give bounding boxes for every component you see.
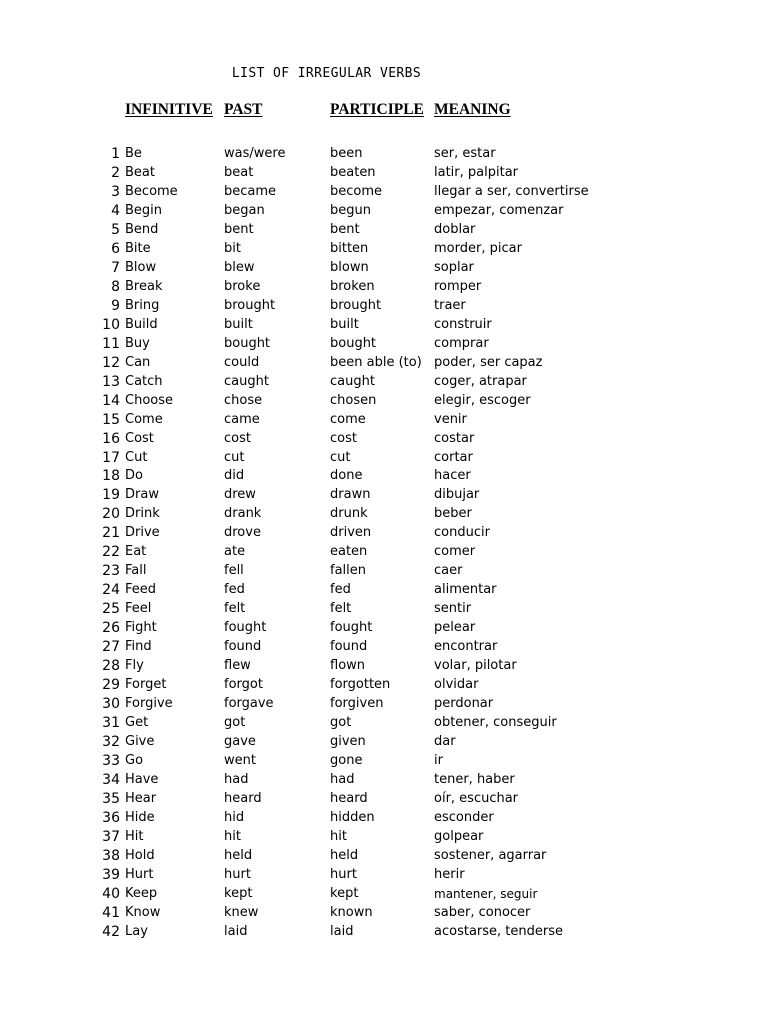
row-number: 37	[102, 828, 120, 845]
verb-row	[0, 449, 768, 468]
infinitive-cell: Can	[125, 354, 151, 370]
row-number: 4	[111, 202, 120, 219]
row-number: 36	[102, 809, 120, 826]
participle-cell: fallen	[330, 563, 367, 579]
past-cell: became	[224, 183, 277, 199]
row-number: 38	[102, 847, 120, 864]
verb-row	[0, 562, 768, 581]
infinitive-cell: Catch	[125, 373, 163, 389]
verb-row	[0, 335, 768, 354]
infinitive-cell: Eat	[125, 544, 147, 560]
row-number: 25	[102, 601, 120, 618]
meaning-cell: sostener, agarrar	[434, 847, 547, 863]
meaning-cell: beber	[434, 506, 472, 522]
participle-cell: hidden	[330, 809, 375, 825]
meaning-cell: doblar	[434, 221, 476, 237]
meaning-cell: poder, ser capaz	[434, 354, 543, 370]
verb-row	[0, 828, 768, 847]
meaning-cell: perdonar	[434, 696, 494, 712]
meaning-cell: oír, escuchar	[434, 790, 519, 806]
participle-cell: given	[330, 734, 366, 750]
verb-row	[0, 657, 768, 676]
meaning-cell: olvidar	[434, 677, 479, 693]
past-cell: got	[224, 715, 246, 731]
row-number: 20	[102, 506, 120, 523]
row-number: 28	[102, 658, 120, 675]
header-participle: PARTICIPLE	[330, 101, 424, 118]
past-cell: heard	[224, 790, 262, 806]
verb-row	[0, 240, 768, 259]
infinitive-cell: Choose	[125, 392, 173, 408]
infinitive-cell: Know	[125, 904, 161, 920]
participle-cell: had	[330, 771, 355, 787]
meaning-cell: hacer	[434, 468, 471, 484]
row-number: 17	[102, 449, 120, 466]
meaning-cell: esconder	[434, 809, 494, 825]
past-cell: bit	[224, 240, 241, 256]
row-number: 5	[111, 221, 120, 238]
meaning-cell: latir, palpitar	[434, 164, 518, 180]
meaning-cell: elegir, escoger	[434, 392, 531, 408]
participle-cell: fought	[330, 620, 373, 636]
past-cell: drew	[224, 487, 256, 503]
past-cell: fed	[224, 582, 245, 598]
infinitive-cell: Forget	[125, 677, 167, 693]
past-cell: found	[224, 639, 262, 655]
infinitive-cell: Bend	[125, 221, 159, 237]
meaning-cell: llegar a ser, convertirse	[434, 183, 589, 199]
meaning-cell: morder, picar	[434, 240, 522, 256]
participle-cell: chosen	[330, 392, 377, 408]
infinitive-cell: Hold	[125, 847, 155, 863]
past-cell: fell	[224, 563, 244, 579]
infinitive-cell: Be	[125, 146, 142, 161]
participle-cell: laid	[330, 923, 354, 939]
participle-cell: held	[330, 847, 359, 863]
meaning-cell: caer	[434, 563, 463, 579]
infinitive-cell: Come	[125, 411, 163, 427]
row-number: 32	[102, 734, 120, 751]
past-cell: bent	[224, 221, 254, 237]
past-cell: held	[224, 847, 253, 863]
past-cell: cut	[224, 449, 245, 465]
participle-cell: found	[330, 639, 368, 655]
past-cell: could	[224, 354, 260, 370]
meaning-cell: obtener, conseguir	[434, 715, 557, 731]
infinitive-cell: Give	[125, 734, 155, 750]
verb-row	[0, 676, 768, 695]
verb-row	[0, 373, 768, 392]
meaning-cell: golpear	[434, 828, 484, 844]
meaning-cell: acostarse, tenderse	[434, 923, 563, 939]
row-number: 18	[102, 468, 120, 485]
verb-row	[0, 866, 768, 885]
verb-row	[0, 733, 768, 752]
past-cell: drank	[224, 506, 262, 522]
verb-row	[0, 790, 768, 809]
verb-row	[0, 752, 768, 771]
participle-cell: bent	[330, 221, 360, 237]
past-cell: hid	[224, 809, 245, 825]
row-number: 7	[111, 259, 120, 276]
past-cell: blew	[224, 259, 255, 275]
verb-row	[0, 600, 768, 619]
meaning-cell: sentir	[434, 601, 472, 617]
verb-row	[0, 847, 768, 866]
verb-row	[0, 316, 768, 335]
verb-row	[0, 221, 768, 240]
past-cell: brought	[224, 297, 276, 313]
infinitive-cell: Lay	[125, 923, 148, 939]
participle-cell: bitten	[330, 240, 369, 256]
infinitive-cell: Hear	[125, 790, 157, 806]
header-meaning: MEANING	[434, 101, 511, 118]
participle-cell: known	[330, 904, 373, 920]
verb-row	[0, 923, 768, 942]
verb-row	[0, 638, 768, 657]
meaning-cell: soplar	[434, 259, 474, 275]
verb-row	[0, 430, 768, 449]
past-cell: chose	[224, 392, 263, 408]
infinitive-cell: Blow	[125, 259, 157, 275]
infinitive-cell: Begin	[125, 202, 163, 218]
meaning-cell: dibujar	[434, 487, 480, 503]
participle-cell: become	[330, 183, 383, 199]
meaning-cell: romper	[434, 278, 482, 294]
meaning-cell: alimentar	[434, 582, 497, 598]
past-cell: was/were	[224, 146, 286, 161]
row-number: 15	[102, 411, 120, 428]
infinitive-cell: Break	[125, 278, 163, 294]
past-cell: built	[224, 316, 253, 332]
participle-cell: flown	[330, 658, 366, 674]
verb-row	[0, 524, 768, 543]
participle-cell: drawn	[330, 487, 371, 503]
verb-row	[0, 885, 768, 904]
infinitive-cell: Feel	[125, 601, 152, 617]
verb-row	[0, 904, 768, 923]
verb-row	[0, 278, 768, 297]
infinitive-cell: Beat	[125, 164, 155, 180]
row-number: 8	[111, 278, 120, 295]
header-infinitive: INFINITIVE	[125, 101, 213, 118]
infinitive-cell: Hide	[125, 809, 155, 825]
past-cell: bought	[224, 335, 271, 351]
participle-cell: built	[330, 316, 359, 332]
past-cell: caught	[224, 373, 269, 389]
past-cell: hurt	[224, 866, 251, 882]
participle-cell: cost	[330, 430, 357, 446]
row-number: 26	[102, 620, 120, 637]
past-cell: beat	[224, 164, 254, 180]
row-number: 1	[111, 146, 120, 162]
verb-row	[0, 392, 768, 411]
meaning-cell: comprar	[434, 335, 489, 351]
participle-cell: caught	[330, 373, 375, 389]
verb-row	[0, 581, 768, 600]
participle-cell: beaten	[330, 164, 376, 180]
verb-list	[0, 145, 768, 942]
past-cell: fought	[224, 620, 267, 636]
participle-cell: been	[330, 146, 363, 161]
participle-cell: hit	[330, 828, 347, 844]
infinitive-cell: Get	[125, 715, 149, 731]
infinitive-cell: Draw	[125, 487, 159, 503]
participle-cell: done	[330, 468, 363, 484]
header-past: PAST	[224, 101, 263, 118]
past-cell: ate	[224, 544, 246, 560]
infinitive-cell: Drive	[125, 525, 160, 541]
meaning-cell: traer	[434, 297, 466, 313]
meaning-cell: venir	[434, 411, 467, 427]
meaning-cell: cortar	[434, 449, 473, 465]
infinitive-cell: Buy	[125, 335, 150, 351]
row-number: 33	[102, 753, 120, 769]
participle-cell: driven	[330, 525, 372, 541]
infinitive-cell: Drink	[125, 506, 160, 522]
row-number: 11	[102, 335, 120, 352]
participle-cell: cut	[330, 449, 351, 465]
verb-row	[0, 695, 768, 714]
past-cell: broke	[224, 278, 261, 294]
past-cell: gave	[224, 734, 256, 750]
infinitive-cell: Forgive	[125, 696, 173, 712]
verb-row	[0, 714, 768, 733]
row-number: 40	[102, 885, 120, 902]
participle-cell: begun	[330, 202, 371, 218]
row-number: 23	[102, 563, 120, 580]
past-cell: flew	[224, 658, 251, 674]
row-number: 22	[102, 544, 120, 561]
infinitive-cell: Do	[125, 468, 143, 484]
past-cell: laid	[224, 923, 248, 939]
verb-row	[0, 183, 768, 202]
row-number: 24	[102, 582, 120, 599]
row-number: 35	[102, 790, 120, 807]
infinitive-cell: Cost	[125, 430, 154, 446]
infinitive-cell: Bring	[125, 297, 160, 313]
row-number: 19	[102, 487, 120, 504]
row-number: 31	[102, 715, 120, 732]
past-cell: came	[224, 411, 260, 427]
meaning-cell: conducir	[434, 525, 490, 541]
past-cell: kept	[224, 885, 253, 901]
past-cell: began	[224, 202, 265, 218]
row-number: 10	[102, 316, 120, 333]
verb-row	[0, 259, 768, 278]
infinitive-cell: Have	[125, 771, 159, 787]
participle-cell: drunk	[330, 506, 368, 522]
infinitive-cell: Hurt	[125, 866, 154, 882]
infinitive-cell: Fly	[125, 658, 144, 674]
verb-row	[0, 467, 768, 486]
participle-cell: come	[330, 411, 366, 427]
infinitive-cell: Go	[125, 753, 144, 768]
participle-cell: felt	[330, 601, 352, 617]
row-number: 13	[102, 373, 120, 390]
row-number: 3	[111, 183, 120, 200]
meaning-cell: dar	[434, 734, 456, 750]
meaning-cell: pelear	[434, 620, 476, 636]
meaning-cell: volar, pilotar	[434, 658, 517, 674]
infinitive-cell: Find	[125, 639, 152, 655]
past-cell: forgot	[224, 677, 263, 693]
participle-cell: bought	[330, 335, 377, 351]
participle-cell: brought	[330, 297, 382, 313]
row-number: 2	[111, 164, 120, 181]
participle-cell: broken	[330, 278, 375, 294]
verb-row	[0, 297, 768, 316]
past-cell: went	[224, 753, 256, 768]
participle-cell: blown	[330, 259, 369, 275]
verb-row	[0, 809, 768, 828]
row-number: 41	[102, 904, 120, 921]
meaning-cell: herir	[434, 866, 465, 882]
meaning-cell: ser, estar	[434, 146, 496, 161]
infinitive-cell: Hit	[125, 828, 144, 844]
participle-cell: kept	[330, 885, 359, 901]
verb-row	[0, 543, 768, 562]
row-number: 42	[102, 923, 120, 940]
meaning-cell: coger, atrapar	[434, 373, 527, 389]
participle-cell: fed	[330, 582, 351, 598]
meaning-cell: empezar, comenzar	[434, 202, 564, 218]
meaning-cell: saber, conocer	[434, 904, 531, 920]
participle-cell: been able (to)	[330, 354, 422, 370]
infinitive-cell: Fight	[125, 620, 157, 636]
row-number: 21	[102, 525, 120, 542]
meaning-cell: encontrar	[434, 639, 498, 655]
row-number: 14	[102, 392, 120, 409]
past-cell: cost	[224, 430, 251, 446]
row-number: 12	[102, 354, 120, 371]
past-cell: drove	[224, 525, 261, 541]
row-number: 16	[102, 430, 120, 447]
verb-row	[0, 505, 768, 524]
meaning-cell: ir	[434, 753, 443, 768]
participle-cell: hurt	[330, 866, 357, 882]
participle-cell: gone	[330, 753, 363, 768]
document-title: LIST OF IRREGULAR VERBS	[231, 66, 422, 81]
infinitive-cell: Keep	[125, 885, 158, 901]
meaning-cell: mantener, seguir	[434, 886, 538, 901]
past-cell: did	[224, 468, 245, 484]
infinitive-cell: Bite	[125, 240, 151, 256]
past-cell: forgave	[224, 696, 274, 712]
participle-cell: forgiven	[330, 696, 384, 712]
verb-row	[0, 202, 768, 221]
infinitive-cell: Build	[125, 316, 158, 332]
past-cell: hit	[224, 828, 241, 844]
past-cell: knew	[224, 904, 259, 920]
row-number: 29	[102, 677, 120, 694]
participle-cell: eaten	[330, 544, 368, 560]
infinitive-cell: Cut	[125, 449, 148, 465]
past-cell: felt	[224, 601, 246, 617]
meaning-cell: tener, haber	[434, 771, 515, 787]
row-number: 6	[111, 240, 120, 257]
participle-cell: forgotten	[330, 677, 391, 693]
participle-cell: heard	[330, 790, 368, 806]
meaning-cell: costar	[434, 430, 475, 446]
row-number: 34	[102, 771, 120, 788]
verb-row	[0, 145, 768, 164]
verb-row	[0, 486, 768, 505]
verb-row	[0, 771, 768, 790]
row-number: 30	[102, 696, 120, 713]
verb-row	[0, 354, 768, 373]
verb-row	[0, 619, 768, 638]
infinitive-cell: Fall	[125, 563, 147, 579]
row-number: 9	[111, 297, 120, 314]
participle-cell: got	[330, 715, 352, 731]
verb-row	[0, 164, 768, 183]
meaning-cell: construir	[434, 316, 492, 332]
infinitive-cell: Feed	[125, 582, 157, 598]
meaning-cell: comer	[434, 544, 476, 560]
verb-row	[0, 411, 768, 430]
row-number: 27	[102, 639, 120, 656]
infinitive-cell: Become	[125, 183, 178, 199]
past-cell: had	[224, 771, 249, 787]
row-number: 39	[102, 866, 120, 883]
